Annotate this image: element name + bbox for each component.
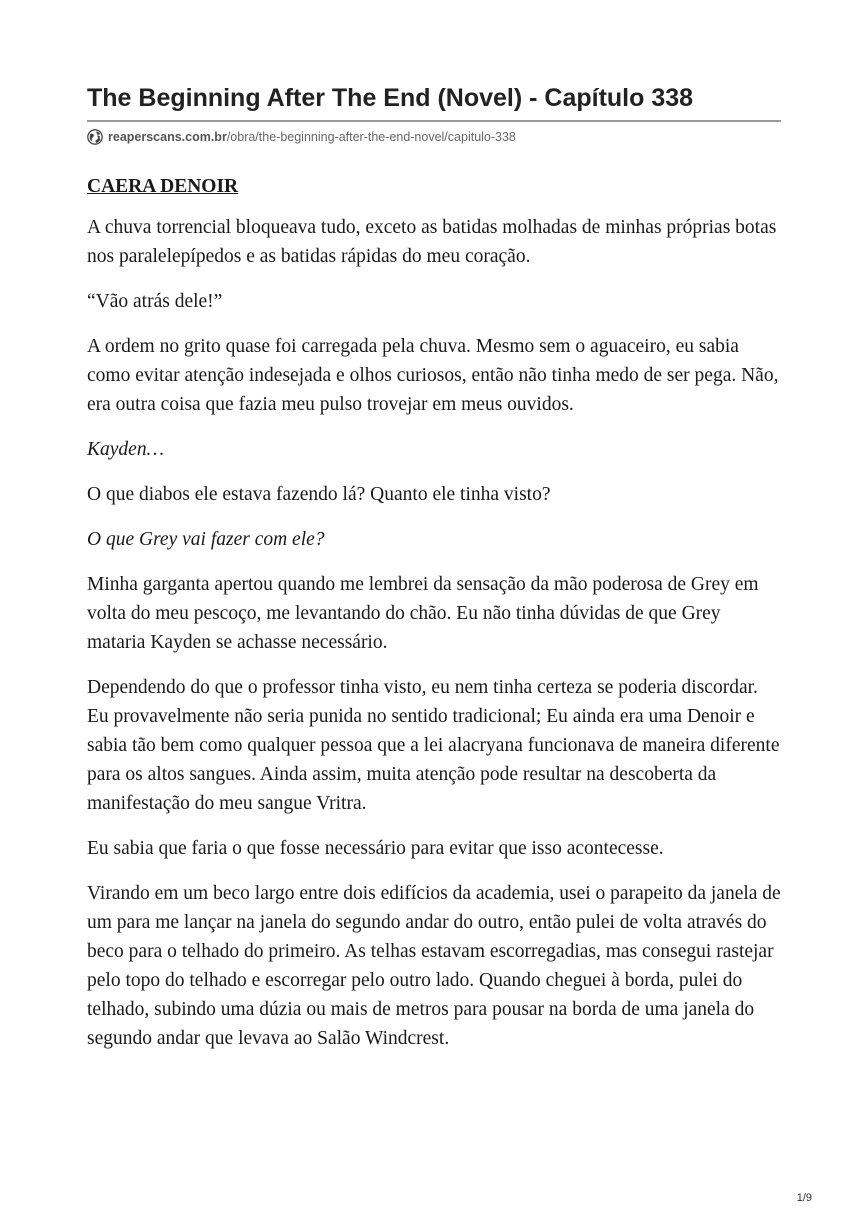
paragraph-italic: Kayden… (87, 439, 164, 460)
paragraph: O que diabos ele estava fazendo lá? Quanto ele tinha visto? (87, 484, 551, 505)
paragraph-italic: O que Grey vai fazer com ele? (87, 529, 325, 550)
page-number: 1/9 (796, 1192, 812, 1204)
source-path: /obra/the-beginning-after-the-end-novel/capitulo-338 (226, 130, 516, 144)
source-domain: reaperscans.com.br (108, 130, 227, 144)
paragraph: Eu sabia que faria o que fosse necessário para evitar que isso acontecesse. (87, 838, 664, 859)
paragraph: A chuva torrencial bloqueava tudo, exceto as batidas molhadas de minhas próprias botas nos paralelepípedos e as batidas rápidas do meu coração. (87, 217, 777, 267)
title-divider (87, 120, 781, 122)
chapter-content (87, 172, 781, 1069)
page-title: The Beginning After The End (Novel) - Capítulo 338 (87, 84, 694, 112)
paragraph: A ordem no grito quase foi carregada pela chuva. Mesmo sem o aguaceiro, eu sabia como evitar atenção indesejada e olhos curiosos, então não tinha medo de ser pega. Não, era outra coisa que fazia meu pulso trovejar em meus ouvidos. (87, 336, 779, 415)
source-url[interactable] (87, 127, 516, 147)
globe-icon (87, 129, 103, 145)
section-heading: CAERA DENOIR (87, 176, 239, 197)
paragraph: Virando em um beco largo entre dois edifícios da academia, usei o parapeito da janela de um para me lançar na janela do segundo andar do outro, então pulei de volta através do beco para o telhado do primeiro. As telhas estavam escorregadias, mas consegui rastejar pelo topo do telhado e escorregar pelo outro lado. Quando cheguei à borda, pulei do telhado, subindo uma dúzia ou mais de metros para pousar na borda de uma janela do segundo andar que levava ao Salão Windcrest. (87, 883, 781, 1049)
paragraph: Dependendo do que o professor tinha visto, eu nem tinha certeza se poderia discordar. Eu provavelmente não seria punida no sentido tradicional; Eu ainda era uma Denoir e sabia tão bem como qualquer pessoa que a lei alacryana funcionava de maneira diferente para os altos sangues. Ainda assim, muita atenção pode resultar na descoberta da manifestação do meu sangue Vritra. (87, 677, 780, 814)
paragraph: Minha garganta apertou quando me lembrei da sensação da mão poderosa de Grey em volta do meu pescoço, me levantando do chão. Eu não tinha dúvidas de que Grey mataria Kayden se achasse necessário. (87, 574, 759, 653)
paragraph: “Vão atrás dele!” (87, 291, 223, 312)
